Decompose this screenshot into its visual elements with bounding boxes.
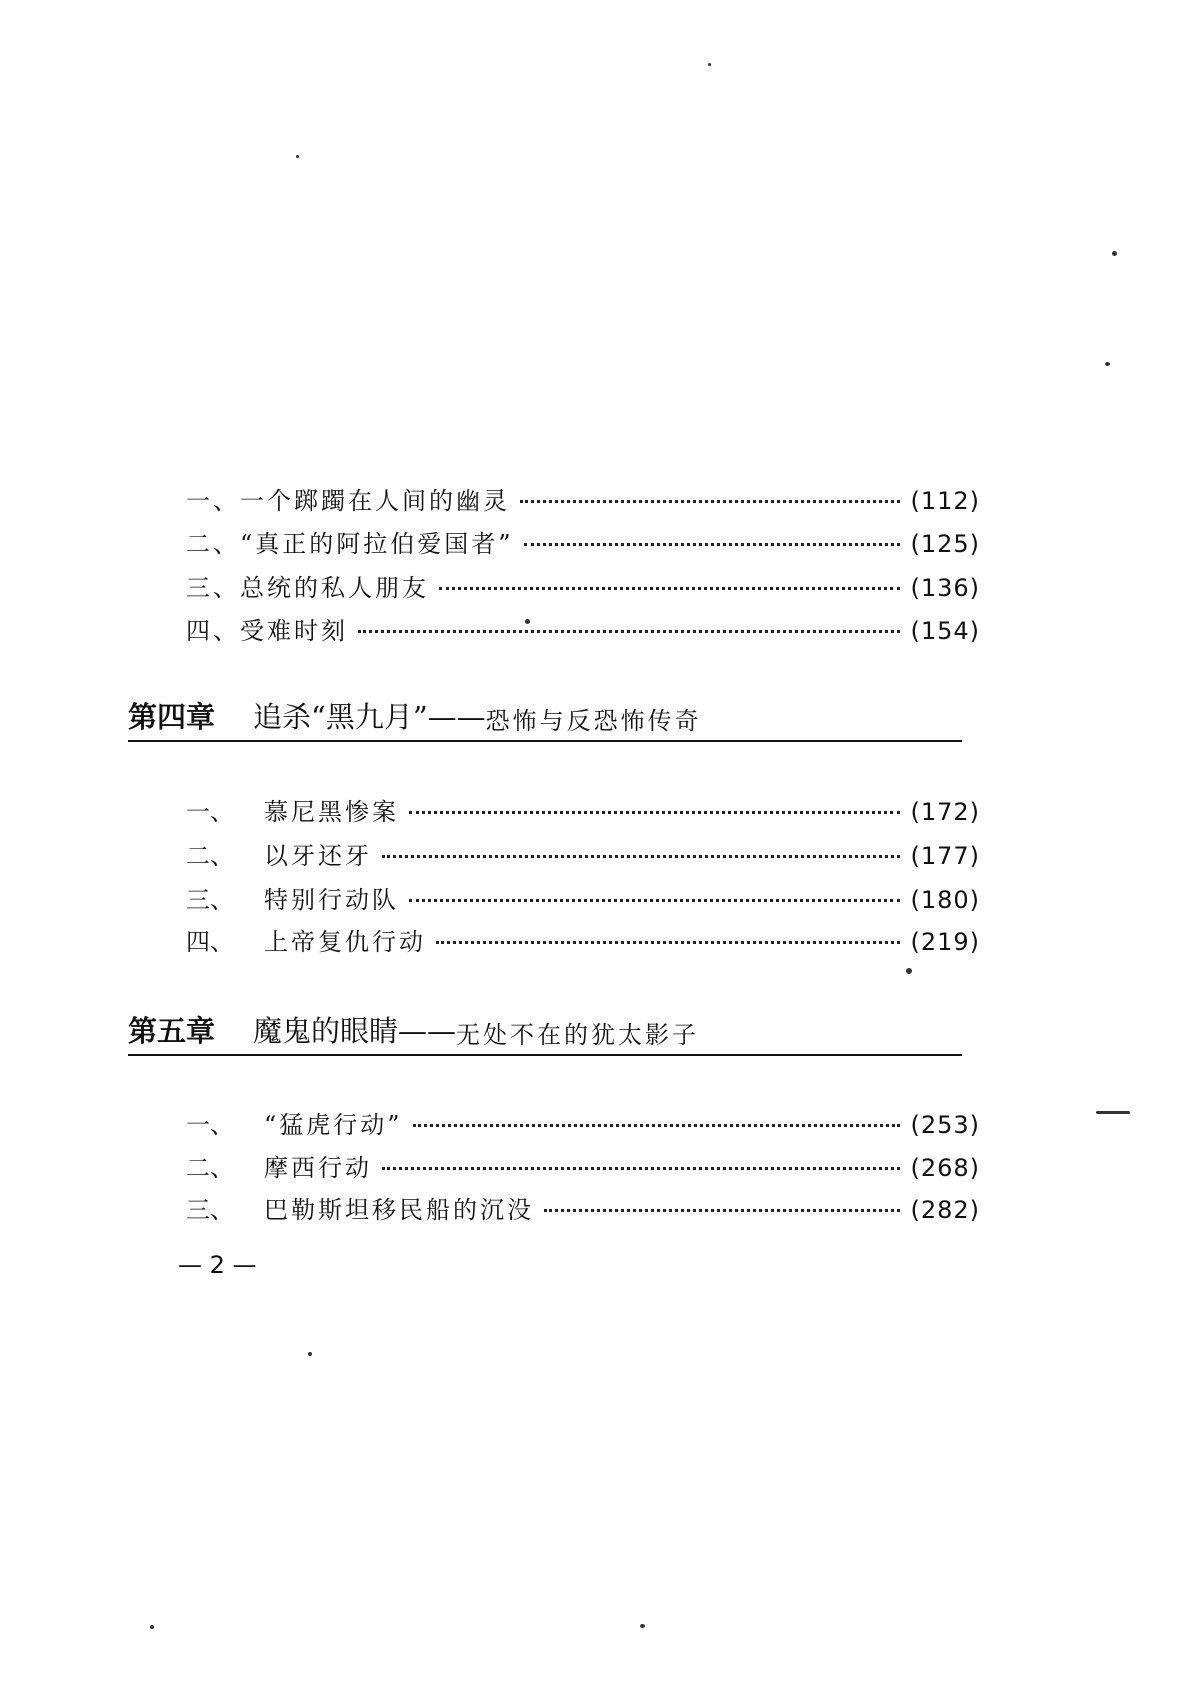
toc-entry-number: 二、 (186, 1154, 234, 1182)
toc-entry-title: 三、总统的私人朋友 (186, 574, 429, 602)
chapter-subtitle: 恐怖与反恐怖传奇 (485, 707, 702, 735)
toc-entry-page: (268) (910, 1154, 980, 1182)
toc-entry[interactable] (186, 797, 980, 827)
toc-entry-title: “猛虎行动” (264, 1111, 403, 1139)
toc-entry-page: (154) (910, 617, 980, 645)
toc-entry[interactable] (186, 573, 980, 603)
toc-entry[interactable] (186, 1195, 980, 1225)
chapter-label: 第四章 (128, 700, 216, 734)
toc-entry-number: 一、 (186, 798, 234, 826)
dot-leader (382, 1167, 900, 1170)
toc-entry-page: (219) (910, 928, 980, 956)
dot-leader (520, 500, 900, 503)
toc-entry[interactable] (186, 927, 980, 957)
scan-speck (150, 1625, 154, 1629)
scan-speck (308, 1352, 312, 1356)
toc-entry-title: 慕尼黑惨案 (264, 798, 399, 826)
dot-leader (439, 587, 900, 590)
toc-entry-page: (177) (910, 842, 980, 870)
toc-entry[interactable] (186, 885, 980, 915)
dot-leader (382, 855, 900, 858)
dot-leader (524, 543, 901, 546)
toc-entry[interactable] (186, 841, 980, 871)
toc-entry-page: (282) (910, 1196, 980, 1224)
toc-entry-title: 特别行动队 (264, 886, 399, 914)
toc-entry-title: 上帝复仇行动 (264, 928, 426, 956)
toc-entry[interactable] (186, 1153, 980, 1183)
toc-entry[interactable] (186, 616, 980, 646)
scan-speck (906, 968, 912, 974)
chapter-heading (128, 696, 962, 742)
page-number: — 2 — (178, 1251, 257, 1279)
scan-speck (640, 1624, 645, 1628)
toc-entry[interactable] (186, 1110, 980, 1140)
chapter-label: 第五章 (128, 1014, 216, 1048)
toc-entry-title: 一、一个踯躅在人间的幽灵 (186, 487, 510, 515)
toc-entry-number: 四、 (186, 928, 234, 956)
toc-entry-page: (136) (910, 574, 980, 602)
scan-speck (1105, 362, 1110, 366)
toc-entry-title: 巴勒斯坦移民船的沉没 (264, 1196, 534, 1224)
toc-entry-title: 摩西行动 (264, 1154, 372, 1182)
scan-speck (296, 155, 299, 158)
toc-entry-title: 四、受难时刻 (186, 617, 348, 645)
toc-entry-number: 一、 (186, 1111, 234, 1139)
dot-leader (358, 630, 900, 633)
toc-entry-number: 三、 (186, 1196, 234, 1224)
chapter-title: 追杀“黑九月”—— (253, 700, 486, 734)
scan-speck (525, 619, 530, 624)
toc-entry-page: (180) (910, 886, 980, 914)
toc-entry-number: 三、 (186, 886, 234, 914)
toc-entry-page: (125) (910, 530, 980, 558)
toc-entry-page: (112) (910, 487, 980, 515)
dot-leader (436, 941, 900, 944)
toc-entry-title: 二、“真正的阿拉伯爱国者” (186, 530, 514, 558)
chapter-heading (128, 1010, 962, 1056)
toc-entry-page: (172) (910, 798, 980, 826)
scan-speck (1096, 1111, 1130, 1114)
toc-entry-page: (253) (910, 1111, 980, 1139)
toc-entry[interactable] (186, 529, 980, 559)
dot-leader (409, 811, 900, 814)
toc-entry-title: 以牙还牙 (264, 842, 372, 870)
dot-leader (413, 1124, 901, 1127)
dot-leader (544, 1209, 900, 1212)
dot-leader (409, 899, 900, 902)
scan-speck (1112, 251, 1117, 256)
chapter-title: 魔鬼的眼睛—— (253, 1014, 457, 1048)
scan-speck (708, 63, 711, 66)
toc-entry[interactable] (186, 486, 980, 516)
chapter-subtitle: 无处不在的犹太影子 (456, 1021, 700, 1049)
toc-entry-number: 二、 (186, 842, 234, 870)
